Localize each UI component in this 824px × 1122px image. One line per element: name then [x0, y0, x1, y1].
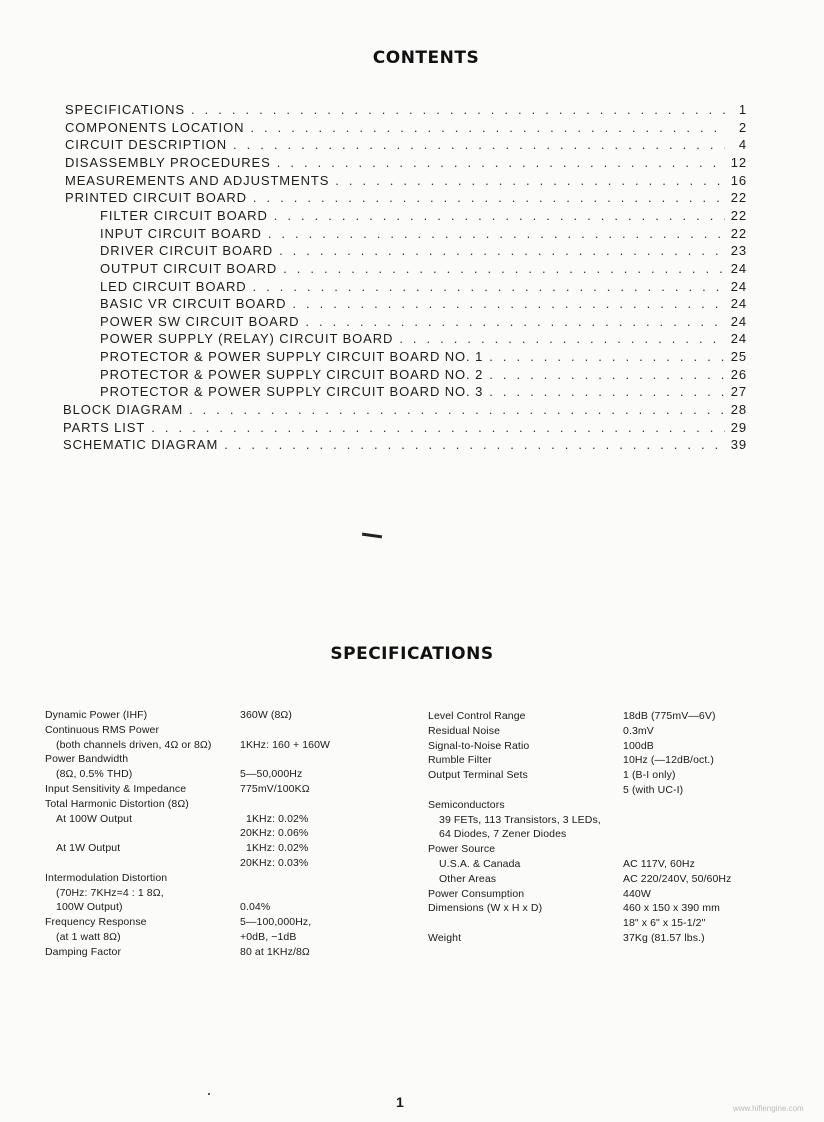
spec-line: Output Terminal Sets	[428, 769, 528, 782]
spec-line	[623, 842, 731, 857]
spec-line: 18dB (775mV—6V)	[623, 710, 716, 722]
spec-line: 0.04%	[240, 901, 271, 914]
toc-leader-dots	[279, 242, 725, 260]
spec-line: Semiconductors	[428, 798, 505, 811]
toc-entry	[100, 366, 747, 384]
toc-entry	[65, 172, 747, 190]
toc-entry	[65, 154, 747, 172]
toc-entry-title: POWER SW CIRCUIT BOARD	[100, 313, 300, 329]
spec-line: Signal-to-Noise Ratio	[428, 739, 530, 752]
toc-entry	[100, 225, 747, 243]
toc-leader-dots	[283, 260, 725, 278]
toc-entry-page: 22	[730, 207, 747, 223]
toc-entry	[65, 119, 747, 137]
toc-leader-dots	[151, 419, 725, 437]
ink-dot	[208, 1093, 210, 1095]
toc-entry	[100, 383, 747, 401]
spec-line: (70Hz: 7KHz=4 : 1 8Ω,	[56, 886, 164, 899]
toc-entry-title: DRIVER CIRCUIT BOARD	[100, 243, 274, 259]
toc-entry-title: INPUT CIRCUIT BOARD	[100, 225, 262, 241]
spec-line	[45, 856, 211, 871]
toc-entry-page: 26	[730, 366, 747, 382]
spec-line	[240, 797, 330, 812]
spec-line: At 1W Output	[56, 842, 121, 855]
spec-line: Intermodulation Distortion	[45, 871, 168, 884]
toc-entry-title: SPECIFICATIONS	[65, 102, 185, 117]
spec-line: Level Control Range	[428, 710, 526, 722]
toc-leader-dots	[224, 436, 725, 454]
toc-leader-dots	[189, 401, 725, 419]
spec-line: Dynamic Power (IHF)	[45, 709, 148, 721]
toc-entry	[63, 419, 747, 437]
toc-leader-dots	[489, 348, 725, 366]
spec-left-values	[240, 708, 330, 960]
toc-entry	[65, 136, 747, 154]
toc-leader-dots	[253, 278, 725, 296]
spec-line: 20KHz: 0.03%	[240, 856, 309, 869]
toc-entry-title: BASIC VR CIRCUIT BOARD	[100, 296, 287, 312]
spec-line: 0.3mV	[623, 724, 654, 737]
toc-entry-title: PARTS LIST	[63, 419, 146, 435]
toc-entry-title: LED CIRCUIT BOARD	[100, 278, 247, 294]
toc-entry	[100, 242, 747, 260]
toc-entry-page: 24	[730, 278, 747, 294]
toc-entry-title: POWER SUPPLY (RELAY) CIRCUIT BOARD	[100, 331, 394, 347]
toc-leader-dots	[277, 154, 725, 172]
toc-leader-dots	[268, 225, 725, 243]
spec-line: (both channels driven, 4Ω or 8Ω)	[56, 738, 212, 751]
spec-line	[240, 723, 330, 738]
toc-entry-page: 2	[738, 119, 747, 135]
spec-line: Frequency Response	[45, 916, 147, 929]
spec-line	[428, 916, 601, 931]
toc-entry	[100, 260, 747, 278]
spec-line: Damping Factor	[45, 945, 122, 958]
toc-leader-dots	[399, 330, 725, 348]
spec-line: AC 117V, 60Hz	[623, 857, 695, 870]
toc-entry-page: 23	[730, 243, 747, 259]
spec-line: 440W	[623, 887, 651, 900]
spec-line: 10Hz (—12dB/oct.)	[623, 754, 714, 767]
toc-entry-page: 28	[730, 402, 747, 418]
spec-line	[623, 798, 731, 813]
spec-line	[623, 813, 731, 828]
toc-entry-page: 1	[738, 102, 747, 117]
toc-leader-dots	[253, 189, 725, 207]
toc-entry	[65, 101, 747, 119]
toc-entry-title: BLOCK DIAGRAM	[63, 402, 184, 418]
spec-line: Dimensions (W x H x D)	[428, 902, 543, 915]
toc-entry-title: OUTPUT CIRCUIT BOARD	[100, 260, 278, 276]
spec-line: 360W (8Ω)	[240, 709, 292, 721]
spec-line: 775mV/100KΩ	[240, 782, 310, 795]
toc-leader-dots	[233, 136, 725, 154]
toc-entry-title: PROTECTOR & POWER SUPPLY CIRCUIT BOARD NO. 3	[100, 384, 484, 400]
toc-entry	[63, 436, 747, 454]
spec-line: 20KHz: 0.06%	[240, 827, 309, 840]
spec-line: 5—50,000Hz	[240, 768, 303, 781]
toc-entry-page: 24	[730, 331, 747, 347]
toc-entry-page: 27	[730, 384, 747, 400]
spec-line: 100W Output)	[56, 901, 123, 914]
spec-line: Continuous RMS Power	[45, 723, 160, 736]
spec-right-values	[623, 709, 731, 946]
toc-entry-title: COMPONENTS LOCATION	[65, 119, 245, 135]
spec-line	[623, 827, 731, 842]
toc-entry-page: 29	[730, 419, 747, 435]
spec-line: Other Areas	[439, 872, 497, 885]
spec-line: 1 (B-I only)	[623, 769, 676, 782]
toc-entry-page: 12	[730, 154, 747, 170]
specifications-heading: SPECIFICATIONS	[330, 644, 494, 664]
spec-line: At 100W Output	[56, 812, 133, 825]
toc-entry-page: 24	[730, 296, 747, 312]
spec-line	[45, 826, 211, 841]
toc-entry-page: 4	[738, 137, 747, 153]
spec-line: 18" x 6" x 15-1/2"	[623, 917, 706, 930]
spec-line: Residual Noise	[428, 724, 501, 737]
toc-entry-page: 16	[730, 172, 747, 188]
spec-line	[428, 783, 601, 798]
toc-leader-dots	[489, 366, 725, 384]
toc-entry-title: PRINTED CIRCUIT BOARD	[65, 190, 247, 206]
spec-line: 80 at 1KHz/8Ω	[240, 945, 310, 958]
page-number: 1	[396, 1094, 404, 1110]
spec-line: 1KHz: 0.02%	[246, 812, 309, 825]
spec-line: 39 FETs, 113 Transistors, 3 LEDs,	[439, 813, 601, 826]
spec-line: Power Bandwidth	[45, 753, 129, 766]
spec-line: +0dB, −1dB	[240, 930, 297, 943]
toc-entry	[100, 348, 747, 366]
toc-entry-page: 24	[730, 313, 747, 329]
toc-leader-dots	[292, 295, 725, 313]
toc-entry-page: 24	[730, 260, 747, 276]
toc-entry-page: 22	[730, 190, 747, 206]
toc-entry	[100, 207, 747, 225]
spec-line	[240, 886, 330, 901]
spec-line: Power Consumption	[428, 887, 525, 900]
toc-entry-title: PROTECTOR & POWER SUPPLY CIRCUIT BOARD NO. 1	[100, 349, 484, 365]
spec-left-labels	[45, 708, 211, 960]
toc-leader-dots	[250, 119, 725, 137]
spec-line: 64 Diodes, 7 Zener Diodes	[439, 828, 567, 841]
toc-leader-dots	[191, 101, 725, 119]
toc-entry-title: CIRCUIT DESCRIPTION	[65, 137, 228, 153]
spec-line	[240, 752, 330, 767]
toc-entry-title: MEASUREMENTS AND ADJUSTMENTS	[65, 172, 330, 188]
toc-leader-dots	[274, 207, 725, 225]
toc-entry-title: FILTER CIRCUIT BOARD	[100, 207, 268, 223]
spec-line: Weight	[428, 931, 462, 944]
toc-entry-page: 25	[730, 349, 747, 365]
spec-line: 5—100,000Hz,	[240, 916, 312, 929]
toc-entry	[100, 278, 747, 296]
spec-line: U.S.A. & Canada	[439, 857, 521, 870]
spec-line: 1KHz: 160 + 160W	[240, 738, 331, 751]
spec-line: 37Kg (81.57 lbs.)	[623, 931, 705, 944]
toc-leader-dots	[305, 313, 725, 331]
toc-entry-title: DISASSEMBLY PROCEDURES	[65, 154, 271, 170]
spec-line: Rumble Filter	[428, 754, 492, 767]
spec-line: (8Ω, 0.5% THD)	[56, 768, 133, 781]
toc-entry	[63, 401, 747, 419]
toc-leader-dots	[489, 383, 725, 401]
toc-entry	[100, 330, 747, 348]
toc-entry	[100, 295, 747, 313]
toc-entry-page: 39	[730, 437, 747, 453]
toc-entry	[100, 313, 747, 331]
toc-entry-title: SCHEMATIC DIAGRAM	[63, 437, 219, 453]
toc-entry-title: PROTECTOR & POWER SUPPLY CIRCUIT BOARD NO. 2	[100, 366, 484, 382]
spec-line: 1KHz: 0.02%	[246, 842, 309, 855]
spec-line	[240, 871, 330, 886]
toc-entry	[65, 189, 747, 207]
spec-line: 100dB	[623, 739, 654, 752]
spec-line: 460 x 150 x 390 mm	[623, 902, 720, 915]
spec-line: 5 (with UC-I)	[623, 783, 684, 796]
contents-heading: CONTENTS	[372, 48, 480, 68]
spec-line: Input Sensitivity & Impedance	[45, 782, 187, 795]
spec-right-labels	[428, 709, 601, 946]
spec-line: AC 220/240V, 50/60Hz	[623, 872, 732, 885]
spec-line: Total Harmonic Distortion (8Ω)	[45, 797, 189, 810]
toc-entry-page: 22	[730, 225, 747, 241]
spec-line: (at 1 watt 8Ω)	[56, 930, 121, 943]
watermark: www.hifiengine.com	[733, 1104, 804, 1113]
spec-line: Power Source	[428, 843, 496, 856]
toc-leader-dots	[335, 172, 725, 190]
ink-mark	[362, 533, 382, 539]
